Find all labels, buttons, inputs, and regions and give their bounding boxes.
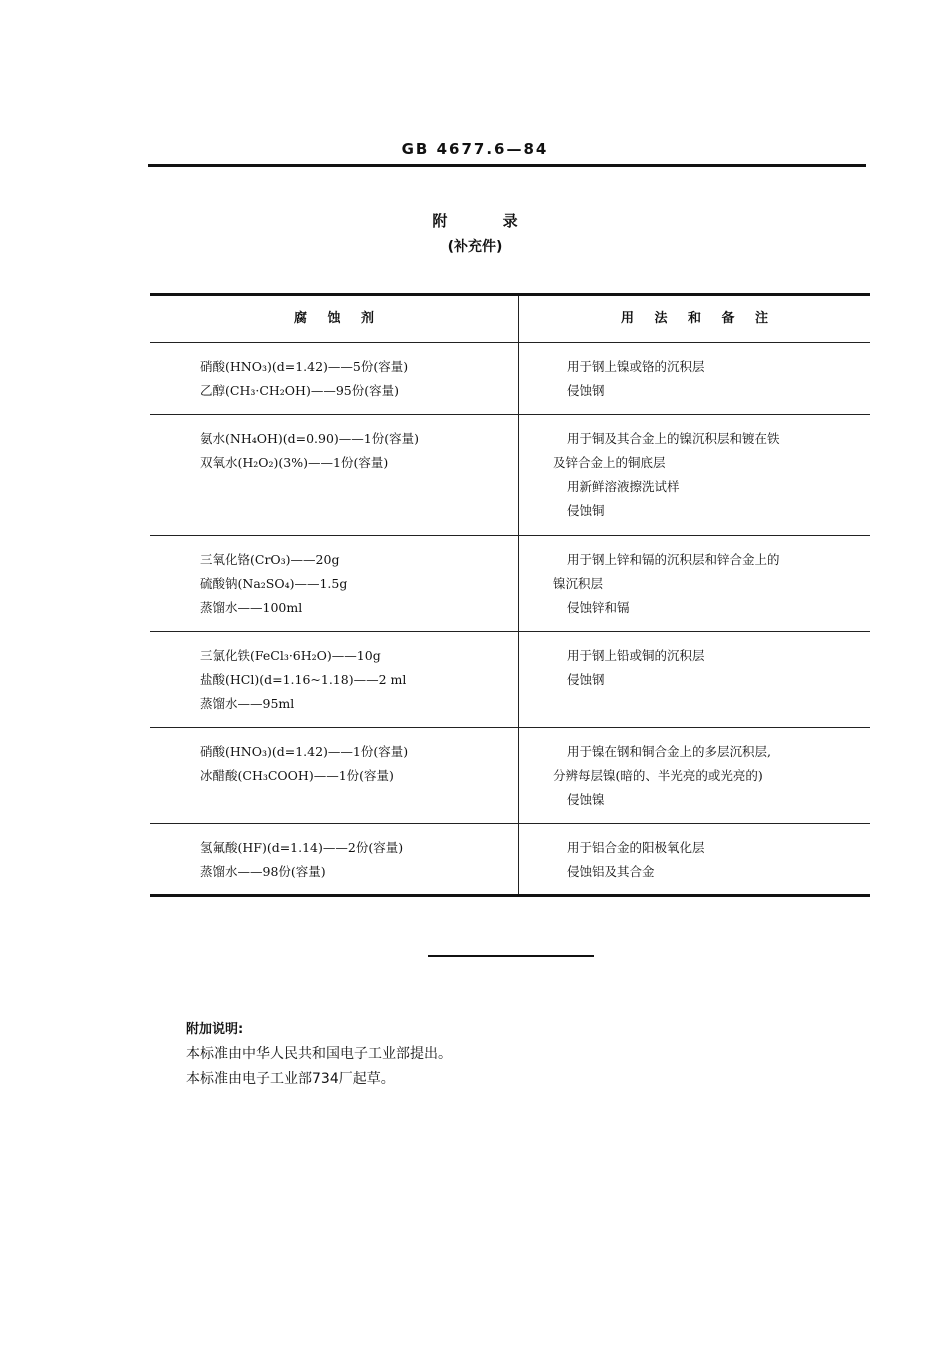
header-usage: 用 法 和 备 注 xyxy=(620,311,769,326)
reagent-line: 硫酸钠(Na₂SO₄)——1.5g xyxy=(200,576,348,591)
reagent-line: 冰醋酸(CH₃COOH)——1份(容量) xyxy=(200,768,394,783)
usage-cell xyxy=(519,728,870,823)
usage-cell xyxy=(519,343,870,414)
usage-line: 用于镍在钢和铜合金上的多层沉积层, xyxy=(567,744,771,759)
usage-line: 侵蚀钢 xyxy=(567,672,605,687)
reagent-line: 蒸馏水——100ml xyxy=(200,600,303,615)
usage-line: 侵蚀镍 xyxy=(567,792,605,807)
header-reagent: 腐 蚀 剂 xyxy=(150,296,519,342)
usage-line: 分辨每层镍(暗的、半光亮的或光亮的) xyxy=(553,768,763,783)
usage-cell xyxy=(519,415,870,535)
reagent-line: 硝酸(HNO₃)(d=1.42)——1份(容量) xyxy=(200,744,409,759)
usage-line: 用于钢上镍或铬的沉积层 xyxy=(567,359,705,374)
reagent-cell xyxy=(150,415,519,535)
end-rule xyxy=(428,955,594,957)
reagent-line: 乙醇(CH₃·CH₂OH)——95份(容量) xyxy=(200,383,399,398)
usage-line: 用于钢上铅或铜的沉积层 xyxy=(567,648,705,663)
reagent-line: 蒸馏水——95ml xyxy=(200,696,295,711)
reagent-cell xyxy=(150,824,519,894)
usage-line: 及锌合金上的铜底层 xyxy=(553,455,666,470)
reagent-line: 盐酸(HCl)(d=1.16~1.18)——2 ml xyxy=(200,672,407,687)
note-line: 本标准由中华人民共和国电子工业部提出。 xyxy=(186,1046,452,1062)
usage-line: 镍沉积层 xyxy=(553,576,604,591)
usage-line: 侵蚀锌和镉 xyxy=(567,600,630,615)
reagent-line: 双氧水(H₂O₂)(3%)——1份(容量) xyxy=(200,455,389,470)
appendix-subtitle: (补充件) xyxy=(447,239,503,255)
reagent-cell xyxy=(150,343,519,414)
usage-line: 侵蚀铜 xyxy=(567,503,605,518)
reagent-cell xyxy=(150,632,519,727)
reagent-line: 三氯化铁(FeCl₃·6H₂O)——10g xyxy=(200,648,381,663)
note-line: 本标准由电子工业部734厂起草。 xyxy=(186,1071,395,1087)
table-row xyxy=(150,343,870,415)
document-code: GB 4677.6—84 xyxy=(401,140,549,158)
usage-line: 用于铜及其合金上的镍沉积层和镀在铁 xyxy=(567,431,780,446)
table-row xyxy=(150,415,870,536)
usage-line: 用新鲜溶液擦洗试样 xyxy=(567,479,680,494)
usage-line: 用于铝合金的阳极氧化层 xyxy=(567,840,705,855)
table-row xyxy=(150,824,870,894)
table-row xyxy=(150,632,870,728)
etchant-table xyxy=(150,293,870,897)
table-row xyxy=(150,728,870,824)
table-header-row xyxy=(150,296,870,343)
usage-cell xyxy=(519,632,870,727)
reagent-line: 硝酸(HNO₃)(d=1.42)——5份(容量) xyxy=(200,359,409,374)
usage-line: 侵蚀钢 xyxy=(567,383,605,398)
notes-heading: 附加说明: xyxy=(186,1022,244,1037)
usage-line: 用于钢上锌和镉的沉积层和锌合金上的 xyxy=(567,552,780,567)
appendix-title: 附 录 xyxy=(432,212,518,230)
reagent-line: 蒸馏水——98份(容量) xyxy=(200,864,326,879)
reagent-line: 氢氟酸(HF)(d=1.14)——2份(容量) xyxy=(200,840,404,855)
reagent-cell xyxy=(150,728,519,823)
usage-cell xyxy=(519,536,870,631)
table-row xyxy=(150,536,870,632)
header-rule xyxy=(148,164,866,167)
usage-cell xyxy=(519,824,870,894)
reagent-line: 氨水(NH₄OH)(d=0.90)——1份(容量) xyxy=(200,431,420,446)
reagent-cell xyxy=(150,536,519,631)
additional-notes xyxy=(186,1017,452,1092)
reagent-line: 三氧化铬(CrO₃)——20g xyxy=(200,552,340,567)
usage-line: 侵蚀铝及其合金 xyxy=(567,864,655,879)
